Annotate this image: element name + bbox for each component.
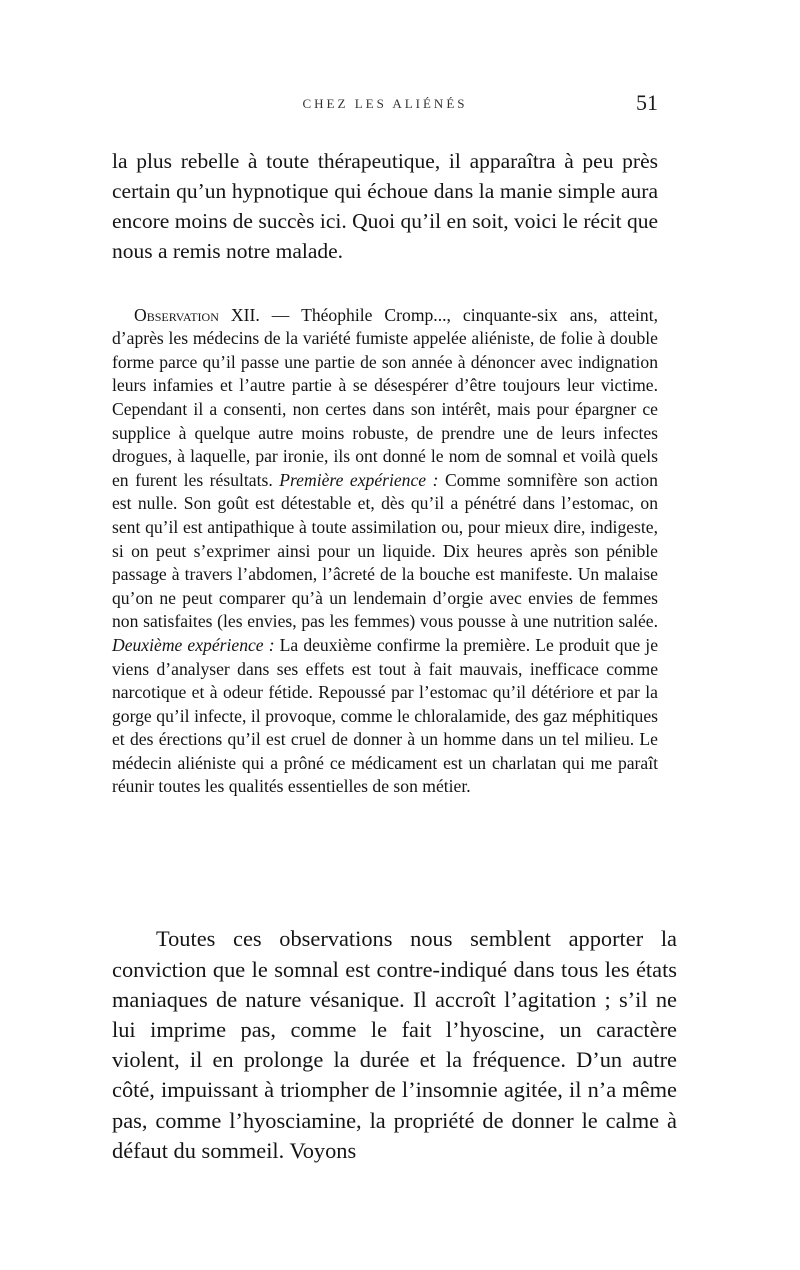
- observation-text-part1: — Théophile Cromp..., cinquante-six ans, atteint, d’après les médecins de la variété fumiste appelée aliéniste, de folie à double forme parce qu’il passe une partie de son année à dénoncer avec indignation leurs infamies et l’autre partie à se désespérer d’être toujours leur victime. Cependant il a consenti, non certes dans son intérêt, mais pour épargner ce supplice à quelque autre moins robuste, de prendre une de leurs infectes drogues, à laquelle, par ironie, ils ont donné le nom de somnal et voilà quels en furent les résultats.: [112, 304, 658, 490]
- page-number: 51: [636, 90, 658, 115]
- first-experience-label: Première expérience :: [279, 469, 439, 490]
- second-experience-label: Deuxième expérience :: [112, 634, 275, 655]
- conclusion-paragraph: Toutes ces observations nous semblent apporter la conviction que le somnal est contre-indiqué dans tous les états maniaques de nature vésanique. Il accroît l’agitation ; s’il ne lui imprime pas, comme le fait l’hyoscine, un caractère violent, il en prolonge la durée et la fréquence. D’un autre côté, impuissant à triompher de l’insomnie agitée, il n’a même pas, comme l’hyosciamine, la propriété de donner le calme à défaut du sommeil. Voyons: [112, 926, 677, 1163]
- observation-text-part2: Comme somnifère son action est nulle. Son goût est détestable et, dès qu’il a pénétré dans l’estomac, on sent qu’il est antipathique à toute assimilation ou, pour mieux dire, indigeste, si on peut s’exprimer ainsi pour un liquide. Dix heures après son pénible passage à travers l’abdomen, l’âcreté de la bouche est manifeste. Un malaise qu’on ne peut comparer qu’à un lendemain d’orgie avec envies de femmes non satisfaites (les envies, pas les femmes) vous pousse à une nutrition salée.: [112, 469, 658, 632]
- observation-text-part3: La deuxième confirme la première. Le produit que je viens d’analyser dans ses effets est tout à fait mauvais, inefficace comme narcotique et à odeur fétide. Repoussé par l’estomac qu’il détériore et par la gorge qu’il infecte, il provoque, comme le chloralamide, des gaz méphitiques et des érections qu’il est cruel de donner à un homme dans un tel milieu. Le médecin aliéniste qui a prôné ce médicament est un charlatan qui me paraît réunir toutes les qualités essentielles de son métier.: [112, 634, 659, 797]
- observation-heading: Observation XII.: [134, 304, 260, 325]
- running-head: [112, 92, 658, 116]
- intro-paragraph: la plus rebelle à toute thérapeutique, il apparaîtra à peu près certain qu’un hypnotique qui échoue dans la manie simple aura encore moins de succès ici. Quoi qu’il en soit, voici le récit que nous a remis notre malade.: [112, 148, 658, 263]
- observation-paragraph: [112, 304, 658, 799]
- running-title: CHEZ LES ALIÉNÉS: [302, 96, 468, 111]
